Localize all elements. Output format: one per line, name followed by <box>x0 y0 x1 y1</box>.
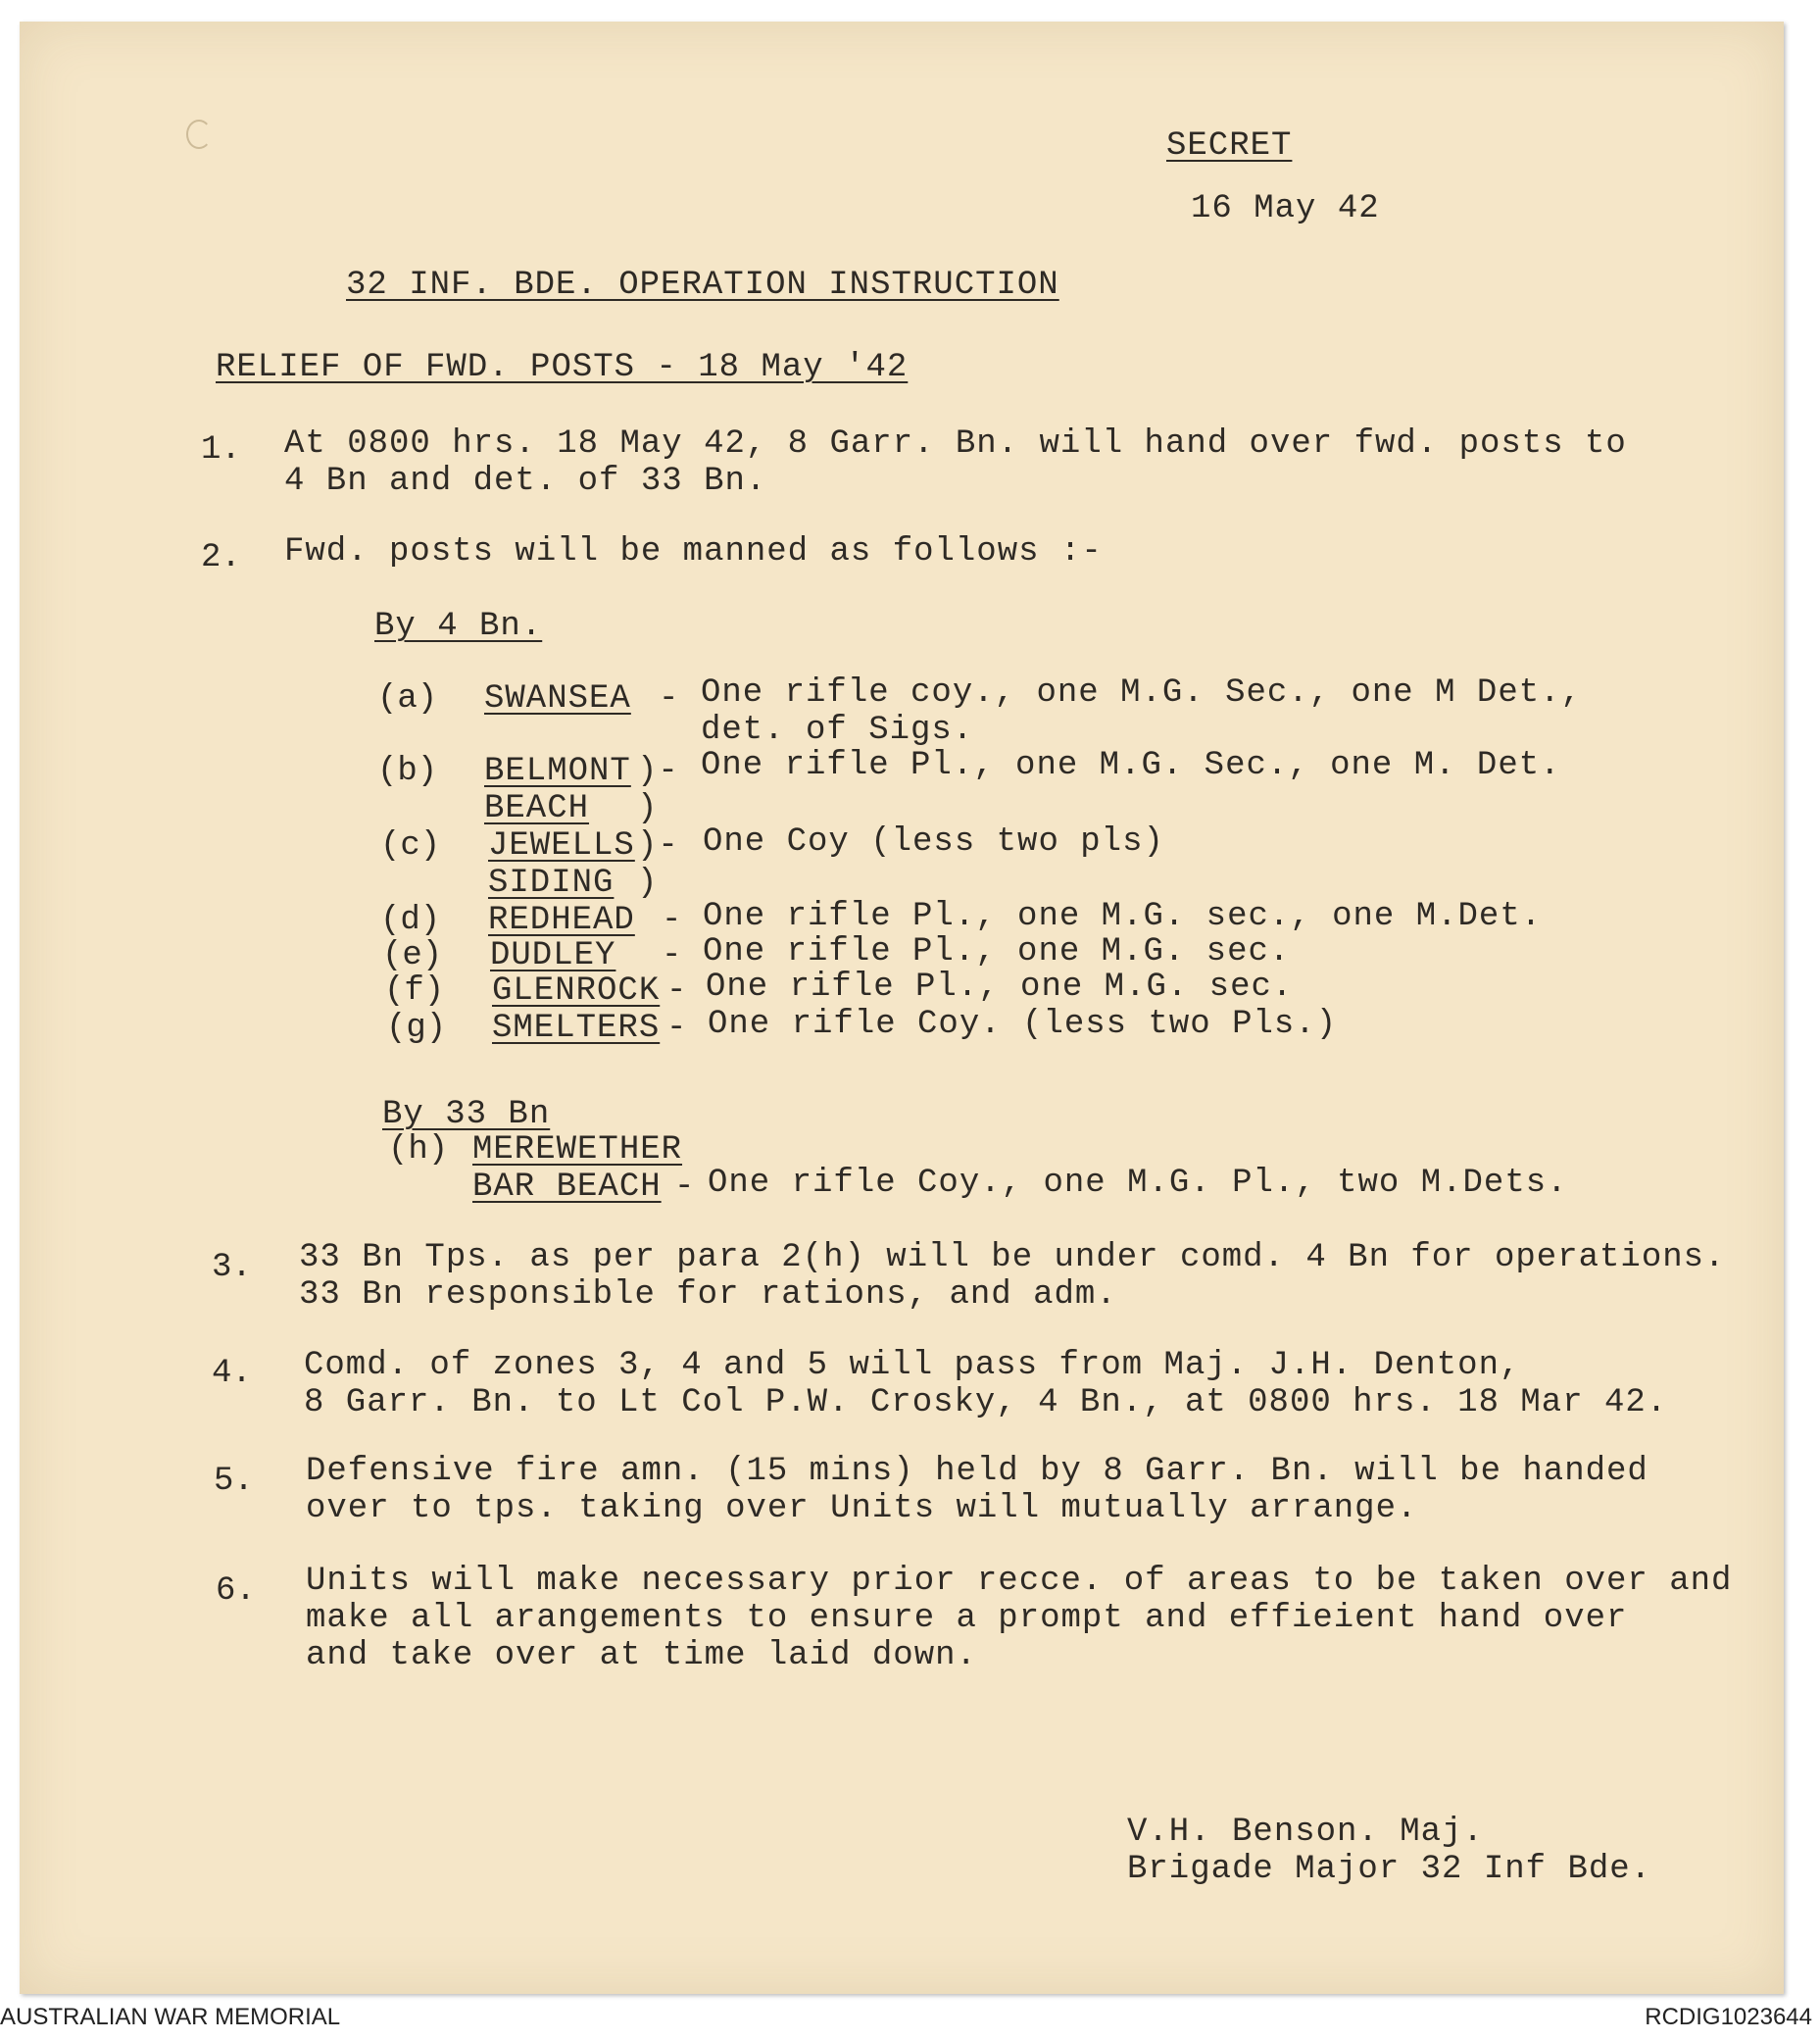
post-name-cont: BAR BEACH <box>472 1169 662 1206</box>
post-label: (d) <box>380 902 441 939</box>
post-label: (a) <box>377 680 438 718</box>
document-page <box>20 22 1784 1994</box>
para-number: 2. <box>201 539 241 576</box>
post-name: MEREWETHER <box>472 1131 683 1169</box>
post-label: (g) <box>386 1010 447 1047</box>
post-name: JEWELLS <box>488 827 635 865</box>
post-name: GLENROCK <box>492 972 661 1010</box>
document-subtitle: RELIEF OF FWD. POSTS - 18 May '42 <box>216 349 909 386</box>
para3-line2: 33 Bn responsible for rations, and adm. <box>299 1276 1117 1314</box>
post-separator: - <box>666 1010 688 1047</box>
post-separator: - <box>674 1169 696 1206</box>
post-label: (e) <box>382 937 443 974</box>
para6-line1: Units will make necessary prior recce. of areas to be taken over and <box>306 1563 1733 1600</box>
footer-record-id: RCDIG1023644 <box>1645 2004 1812 2030</box>
post-separator: - <box>666 972 688 1010</box>
post-name-cont: SIDING <box>488 865 615 902</box>
classification-marking: SECRET <box>1166 127 1293 165</box>
post-description: One Coy (less two pls) <box>703 823 1164 861</box>
para-number: 1. <box>201 431 241 469</box>
para1-line2: 4 Bn and det. of 33 Bn. <box>284 463 767 500</box>
para5-line1: Defensive fire amn. (15 mins) held by 8 Garr. Bn. will be handed <box>306 1453 1648 1490</box>
post-description: One rifle Pl., one M.G. sec. <box>706 969 1294 1006</box>
para-number: 5. <box>214 1463 254 1500</box>
post-separator: - <box>662 902 683 939</box>
post-separator: - <box>662 937 683 974</box>
by-4-bn-heading: By 4 Bn. <box>374 608 543 645</box>
post-description: One rifle Pl., one M.G. Sec., one M. Det. <box>701 747 1561 784</box>
document-title: 32 INF. BDE. OPERATION INSTRUCTION <box>346 267 1059 304</box>
post-name-cont: BEACH <box>484 790 590 827</box>
post-label: (f) <box>384 972 445 1010</box>
post-description: One rifle Pl., one M.G. sec., one M.Det. <box>703 898 1543 935</box>
para2-text: Fwd. posts will be manned as follows :- <box>284 533 1103 571</box>
post-separator: ) <box>637 865 659 902</box>
post-description: One rifle Pl., one M.G. sec. <box>703 933 1291 971</box>
footer-archive-name: AUSTRALIAN WAR MEMORIAL <box>0 2004 341 2030</box>
post-separator: ) <box>637 790 659 827</box>
post-label: (b) <box>377 753 438 790</box>
post-description: One rifle coy., one M.G. Sec., one M Det., <box>701 674 1582 712</box>
post-description: One rifle Coy., one M.G. Pl., two M.Dets. <box>708 1165 1568 1202</box>
post-description-cont: det. of Sigs. <box>701 712 974 749</box>
post-name: SWANSEA <box>484 680 631 718</box>
post-separator: )- <box>637 753 679 790</box>
para3-line1: 33 Bn Tps. as per para 2(h) will be under comd. 4 Bn for operations. <box>299 1239 1726 1276</box>
signature-title: Brigade Major 32 Inf Bde. <box>1127 1851 1652 1888</box>
post-separator: )- <box>637 827 679 865</box>
post-name: REDHEAD <box>488 902 635 939</box>
para-number: 3. <box>212 1249 252 1286</box>
para-number: 4. <box>212 1355 252 1392</box>
post-name: DUDLEY <box>490 937 616 974</box>
para6-line3: and take over at time laid down. <box>306 1637 977 1674</box>
by-33-bn-heading: By 33 Bn <box>382 1096 551 1133</box>
para-number: 6. <box>216 1572 256 1610</box>
document-date: 16 May 42 <box>1191 190 1380 227</box>
punch-hole <box>186 120 212 149</box>
para4-line1: Comd. of zones 3, 4 and 5 will pass from Maj. J.H. Denton, <box>304 1347 1521 1384</box>
post-separator: - <box>659 680 680 718</box>
post-name: SMELTERS <box>492 1010 661 1047</box>
signature-name: V.H. Benson. Maj. <box>1127 1814 1484 1851</box>
post-label: (h) <box>388 1131 449 1169</box>
post-description: One rifle Coy. (less two Pls.) <box>708 1006 1338 1043</box>
para1-line1: At 0800 hrs. 18 May 42, 8 Garr. Bn. will hand over fwd. posts to <box>284 425 1627 463</box>
para6-line2: make all arangements to ensure a prompt and effieient hand over <box>306 1600 1628 1637</box>
post-label: (c) <box>380 827 441 865</box>
para5-line2: over to tps. taking over Units will mutually arrange. <box>306 1490 1418 1527</box>
para4-line2: 8 Garr. Bn. to Lt Col P.W. Crosky, 4 Bn., at 0800 hrs. 18 Mar 42. <box>304 1384 1668 1421</box>
post-name: BELMONT <box>484 753 631 790</box>
